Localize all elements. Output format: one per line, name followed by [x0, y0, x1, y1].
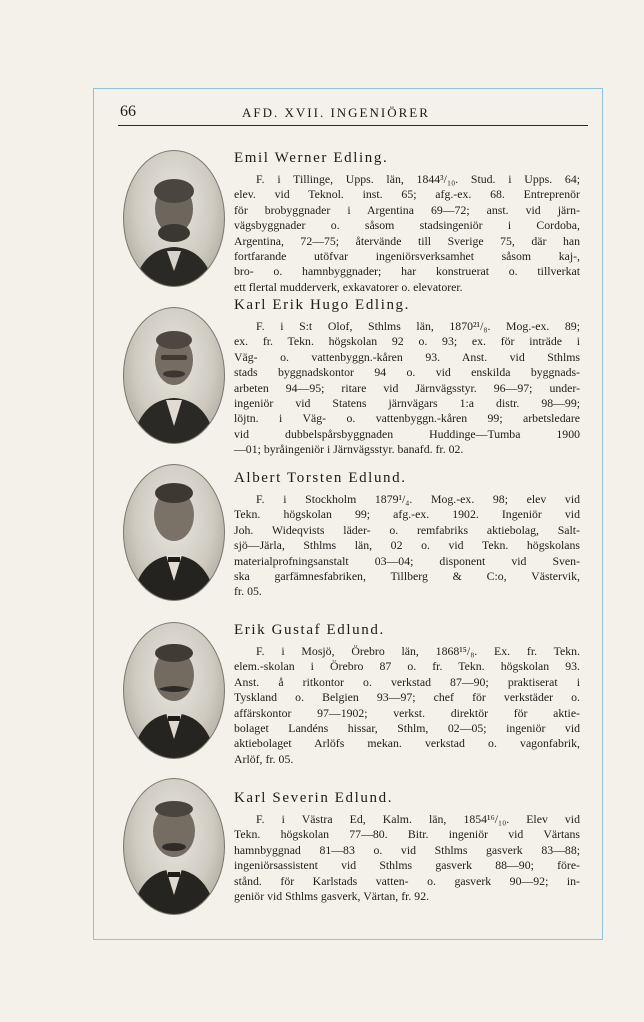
bio-line: —01; byråingeniör i Järnvägsstyr. banafd. fr. 02.	[234, 442, 464, 457]
bio-line: bro- o. hamnbyggnader; har konstruerat o. tillverkat	[234, 264, 580, 279]
portrait-icon	[124, 779, 224, 914]
portrait-icon	[124, 465, 224, 600]
bio-line: F. i Tillinge, Upps. län, 1844³/₁₀. Stud. i Upps. 64;	[256, 172, 580, 186]
bio-line: affärskontor 97—1902; verkst. direktör för aktie-	[234, 705, 580, 720]
portrait-photo	[123, 307, 225, 444]
bio-line: F. i S:t Olof, Sthlms län, 1870²¹/₈. Mog.-ex. 89;	[256, 319, 580, 333]
portrait-icon	[124, 308, 224, 443]
bio-line: Tyskland o. Belgien 93—97; chef för verkstäder o.	[234, 690, 580, 705]
bio-line: elev. vid Teknol. inst. 65; afg.-ex. 68. Entreprenör	[234, 187, 580, 202]
running-head: AFD. XVII. INGENIÖRER	[242, 105, 430, 120]
bio-line: bolaget Landéns hissar, Sthlm, 02—05; ingeniör vid	[234, 721, 580, 736]
page-header	[118, 103, 588, 126]
entry-bio	[234, 172, 580, 295]
portrait-icon	[124, 151, 224, 286]
bio-line: materialprofningsanstalt 03—04; disponent vid Sven-	[234, 553, 580, 568]
bio-line: stads byggnadskontor 94 o. vid enskilda byggnads-	[234, 365, 580, 380]
portrait-icon	[124, 623, 224, 758]
entry-bio	[234, 492, 580, 600]
bio-line: ingeniörsassistent vid Sthlms gasverk 88—90; före-	[234, 858, 580, 873]
entry	[118, 297, 588, 457]
portrait-photo	[123, 464, 225, 601]
bio-line: stånd. för Karlstads vatten- o. gasverk 90—92; in-	[234, 873, 580, 888]
bio-line: ska garfämnesfabriken, Tillberg & C:o, Västervik,	[234, 569, 580, 584]
bio-line: elem.-skolan i Örebro 87 o. fr. Tekn. högskolan 93.	[234, 659, 580, 674]
entry	[118, 150, 588, 294]
portrait-photo	[123, 622, 225, 759]
entry	[118, 470, 588, 610]
entry-name: Erik Gustaf Edlund.	[234, 622, 385, 638]
bio-line: ett flertal mudderverk, exkavatorer o. elevatorer.	[234, 279, 463, 294]
bio-line: F. i Västra Ed, Kalm. län, 1854¹⁶/₁₀. Elev vid	[256, 812, 580, 826]
bio-line: F. i Mosjö, Örebro län, 1868¹⁵/₈. Ex. fr. Tekn.	[256, 644, 580, 658]
entry-bio	[234, 319, 580, 458]
bio-line: Tekn. högskolan 77—80. Bitr. ingeniör vid Värtans	[234, 827, 580, 842]
entry-name: Albert Torsten Edlund.	[234, 470, 407, 486]
bio-line: aktiebolaget Arlöfs mekan. verkstad o. vagonfabrik,	[234, 736, 580, 751]
entry-bio	[234, 644, 580, 767]
bio-line: ingeniör vid Statens järnvägars 1:a distr. 98—99;	[234, 396, 580, 411]
bio-line: Tekn. högskolan 99; afg.-ex. 1902. Ingeniör vid	[234, 507, 580, 522]
portrait-photo	[123, 778, 225, 915]
bio-line: vid dubbelspårsbyggnaden Huddinge—Tumba 1900	[234, 426, 580, 441]
bio-line: geniör vid Sthlms gasverk, Värtan, fr. 92.	[234, 889, 430, 904]
bio-line: fr. 05.	[234, 584, 262, 599]
bio-line: F. i Stockholm 1879¹/₄. Mog.-ex. 98; elev vid	[256, 492, 580, 506]
bio-line: Anst. å ritkontor o. verkstad 87—90; praktiserat i	[234, 674, 580, 689]
bio-line: Argentina, 72—75; återvände till Sverige 75, där han	[234, 233, 580, 248]
bio-line: vägsbyggnader o. såsom stadsingeniör i Cordoba,	[234, 218, 580, 233]
entry-name: Karl Severin Edlund.	[234, 790, 394, 806]
bio-line: löjtn. i Väg- o. vattenbyggn.-kåren 99; arbetsledare	[234, 411, 580, 426]
entry	[118, 622, 588, 772]
page-number: 66	[120, 103, 136, 120]
bio-line: ex. fr. Tekn. högskolan 92 o. 93; ex. för inträde i	[234, 334, 580, 349]
bio-line: Joh. Wideqvists läder- o. remfabriks aktiebolag, Salt-	[234, 522, 580, 537]
bio-line: Arlöf, fr. 05.	[234, 751, 294, 766]
bio-line: arbeten 94—95; ritare vid Järnvägsstyr. 96—97; under-	[234, 380, 580, 395]
bio-line: sjö—Järla, Sthlms län, 02 o. vid Tekn. högskolans	[234, 538, 580, 553]
bio-line: fortfarande utöfvar ingeniörsverksamhet såsom kaj-,	[234, 249, 580, 264]
entry	[118, 790, 588, 920]
entry-name: Emil Werner Edling.	[234, 150, 389, 166]
bio-line: hamnbyggnad 81—83 o. vid Sthlms gasverk 83—88;	[234, 842, 580, 857]
entry-bio	[234, 812, 580, 904]
bio-line: för brobyggnader i Argentina 69—72; anst. vid järn-	[234, 202, 580, 217]
bio-line: Väg- o. vattenbyggn.-kåren 93. Anst. vid Sthlms	[234, 349, 580, 364]
portrait-photo	[123, 150, 225, 287]
entry-name: Karl Erik Hugo Edling.	[234, 297, 411, 313]
